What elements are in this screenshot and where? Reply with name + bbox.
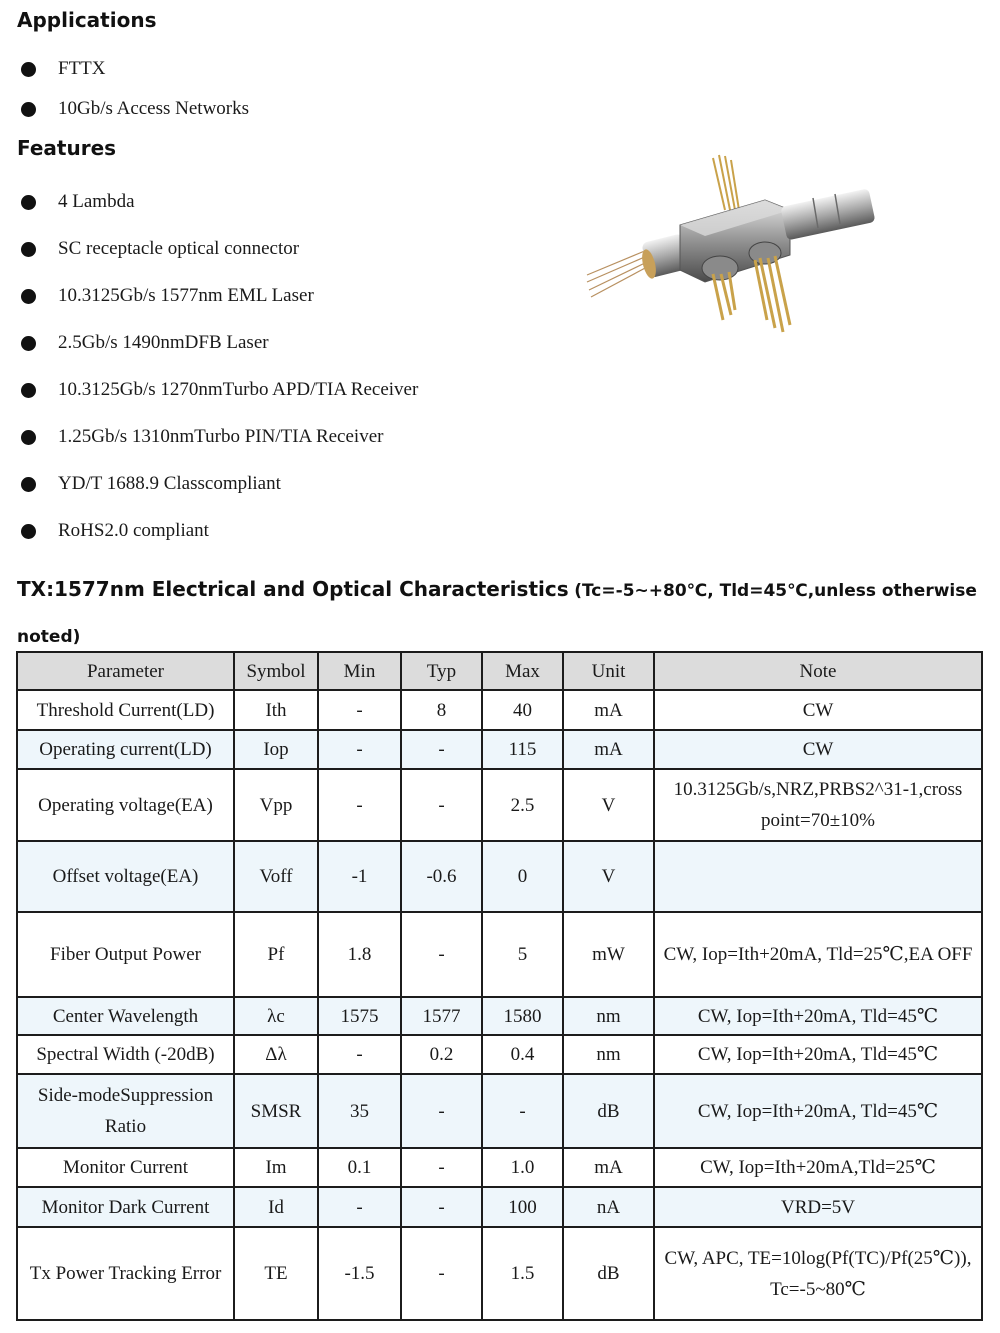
cell-unit: nm: [563, 1035, 654, 1074]
cell-min: -: [318, 690, 401, 730]
tx-title-text: TX:1577nm Electrical and Optical Characteristics: [17, 577, 569, 601]
cell-symbol: Voff: [234, 841, 318, 912]
table-row: [17, 841, 982, 912]
header-note: Note: [654, 652, 982, 690]
cell-symbol: Pf: [234, 912, 318, 997]
cell-note: CW, Iop=Ith+20mA,Tld=25℃: [654, 1148, 982, 1187]
cell-symbol: Id: [234, 1187, 318, 1227]
cell-parameter: Side-modeSuppression Ratio: [17, 1074, 234, 1148]
table-row: [17, 1187, 982, 1227]
cell-max: -: [482, 1074, 563, 1148]
header-typ: Typ: [401, 652, 482, 690]
table-row: [17, 730, 982, 769]
cell-note: CW, Iop=Ith+20mA, Tld=45℃: [654, 997, 982, 1035]
cell-unit: mA: [563, 690, 654, 730]
cell-typ: 1577: [401, 997, 482, 1035]
cell-note: CW, Iop=Ith+20mA, Tld=45℃: [654, 1035, 982, 1074]
cell-parameter: Monitor Dark Current: [17, 1187, 234, 1227]
bullet-icon: [21, 62, 36, 77]
header-max: Max: [482, 652, 563, 690]
cell-typ: -: [401, 730, 482, 769]
tx-title-conditions: (Tc=-5~+80℃, Tld=45℃,unless otherwise noted): [17, 581, 977, 647]
cell-unit: mA: [563, 730, 654, 769]
header-min: Min: [318, 652, 401, 690]
cell-unit: mW: [563, 912, 654, 997]
cell-min: 1.8: [318, 912, 401, 997]
cell-typ: -: [401, 1187, 482, 1227]
cell-typ: -0.6: [401, 841, 482, 912]
cell-symbol: Ith: [234, 690, 318, 730]
cell-unit: dB: [563, 1074, 654, 1148]
bullet-icon: [21, 195, 36, 210]
features-heading: Features: [17, 136, 117, 160]
cell-max: 115: [482, 730, 563, 769]
cell-typ: -: [401, 1148, 482, 1187]
cell-note: CW: [654, 730, 982, 769]
cell-unit: nm: [563, 997, 654, 1035]
bullet-icon: [21, 289, 36, 304]
table-row: [17, 690, 982, 730]
cell-min: -1: [318, 841, 401, 912]
table-row: [17, 1074, 982, 1148]
cell-typ: 0.2: [401, 1035, 482, 1074]
cell-symbol: Iop: [234, 730, 318, 769]
header-symbol: Symbol: [234, 652, 318, 690]
header-unit: Unit: [563, 652, 654, 690]
cell-typ: -: [401, 1074, 482, 1148]
cell-note: VRD=5V: [654, 1187, 982, 1227]
bullet-icon: [21, 102, 36, 117]
characteristics-table: [16, 651, 983, 1321]
cell-min: -: [318, 1187, 401, 1227]
table-row: [17, 912, 982, 997]
cell-unit: dB: [563, 1227, 654, 1320]
cell-note: CW, APC, TE=10log(Pf(TC)/Pf(25℃)), Tc=-5~80℃: [654, 1227, 982, 1320]
cell-typ: -: [401, 769, 482, 841]
table-header-row: [17, 652, 982, 690]
cell-max: 2.5: [482, 769, 563, 841]
cell-parameter: Center Wavelength: [17, 997, 234, 1035]
tx-section-title: [17, 566, 977, 660]
product-photo: [585, 150, 880, 345]
cell-max: 1.0: [482, 1148, 563, 1187]
bullet-icon: [21, 242, 36, 257]
cell-symbol: Vpp: [234, 769, 318, 841]
cell-unit: V: [563, 841, 654, 912]
cell-parameter: Offset voltage(EA): [17, 841, 234, 912]
cell-min: 0.1: [318, 1148, 401, 1187]
cell-parameter: Fiber Output Power: [17, 912, 234, 997]
cell-unit: nA: [563, 1187, 654, 1227]
cell-parameter: Operating voltage(EA): [17, 769, 234, 841]
cell-unit: mA: [563, 1148, 654, 1187]
table-row: [17, 997, 982, 1035]
applications-heading: Applications: [17, 8, 157, 32]
cell-parameter: Tx Power Tracking Error: [17, 1227, 234, 1320]
cell-min: 35: [318, 1074, 401, 1148]
cell-note: 10.3125Gb/s,NRZ,PRBS2^31-1,cross point=70±10%: [654, 769, 982, 841]
bullet-icon: [21, 383, 36, 398]
cell-max: 100: [482, 1187, 563, 1227]
cell-min: 1575: [318, 997, 401, 1035]
cell-note: [654, 841, 982, 912]
cell-max: 40: [482, 690, 563, 730]
cell-unit: V: [563, 769, 654, 841]
cell-max: 0: [482, 841, 563, 912]
table-row: [17, 1227, 982, 1320]
cell-symbol: Δλ: [234, 1035, 318, 1074]
cell-parameter: Threshold Current(LD): [17, 690, 234, 730]
cell-symbol: SMSR: [234, 1074, 318, 1148]
cell-typ: 8: [401, 690, 482, 730]
table-row: [17, 1035, 982, 1074]
cell-note: CW, Iop=Ith+20mA, Tld=45℃: [654, 1074, 982, 1148]
cell-min: -: [318, 769, 401, 841]
cell-max: 1.5: [482, 1227, 563, 1320]
cell-min: -: [318, 1035, 401, 1074]
cell-note: CW, Iop=Ith+20mA, Tld=25℃,EA OFF: [654, 912, 982, 997]
cell-max: 1580: [482, 997, 563, 1035]
cell-min: -: [318, 730, 401, 769]
cell-symbol: TE: [234, 1227, 318, 1320]
cell-parameter: Monitor Current: [17, 1148, 234, 1187]
header-parameter: Parameter: [17, 652, 234, 690]
cell-typ: -: [401, 1227, 482, 1320]
bullet-icon: [21, 477, 36, 492]
table-row: [17, 1148, 982, 1187]
cell-symbol: Im: [234, 1148, 318, 1187]
cell-note: CW: [654, 690, 982, 730]
cell-symbol: λc: [234, 997, 318, 1035]
cell-max: 0.4: [482, 1035, 563, 1074]
bullet-icon: [21, 524, 36, 539]
bullet-icon: [21, 336, 36, 351]
cell-parameter: Operating current(LD): [17, 730, 234, 769]
cell-parameter: Spectral Width (-20dB): [17, 1035, 234, 1074]
cell-max: 5: [482, 912, 563, 997]
table-row: [17, 769, 982, 841]
cell-typ: -: [401, 912, 482, 997]
cell-min: -1.5: [318, 1227, 401, 1320]
bullet-icon: [21, 430, 36, 445]
